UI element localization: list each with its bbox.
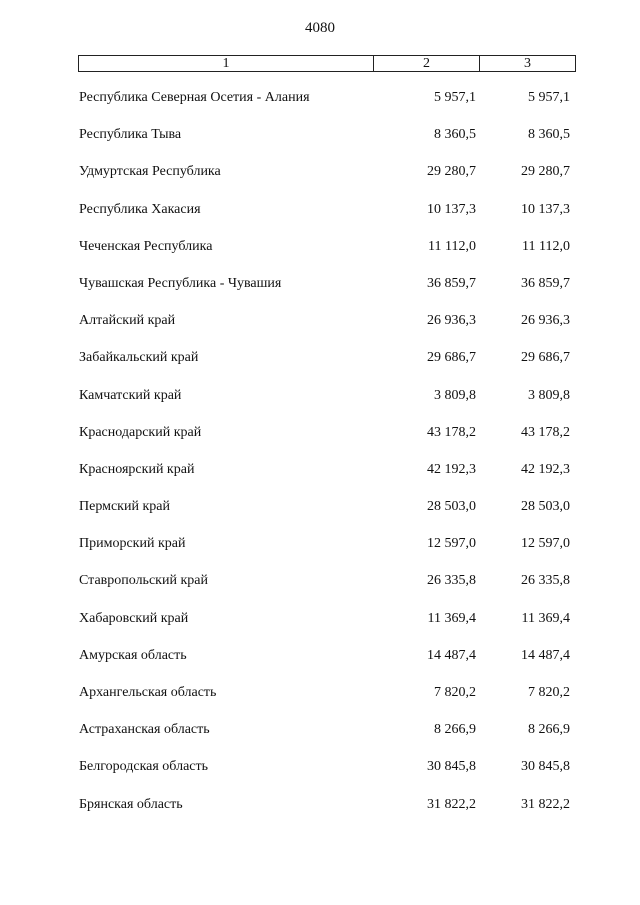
region-name: Красноярский край <box>79 461 195 477</box>
value-column-2: 36 859,7 <box>427 275 476 291</box>
value-column-2: 29 686,7 <box>427 350 476 366</box>
value-column-2: 26 936,3 <box>427 313 476 329</box>
region-name: Брянская область <box>79 796 183 812</box>
table-row <box>0 793 640 830</box>
table-row <box>0 198 640 235</box>
table-row <box>0 755 640 792</box>
region-name: Республика Тыва <box>79 127 182 143</box>
value-column-3: 30 845,8 <box>521 759 570 775</box>
table-row <box>0 346 640 383</box>
value-column-3: 11 369,4 <box>521 610 570 626</box>
region-name: Белгородская область <box>79 759 209 775</box>
table-row <box>0 569 640 606</box>
value-column-3: 36 859,7 <box>521 275 570 291</box>
value-column-2: 28 503,0 <box>427 499 476 515</box>
value-column-2: 5 957,1 <box>434 90 476 105</box>
table-row <box>0 160 640 197</box>
table-row <box>0 532 640 569</box>
value-column-3: 28 503,0 <box>521 499 570 515</box>
region-name: Пермский край <box>79 499 170 515</box>
table-header <box>78 55 576 72</box>
value-column-3: 29 686,7 <box>521 350 570 366</box>
value-column-3: 8 360,5 <box>528 127 570 143</box>
value-column-2: 10 137,3 <box>427 201 476 217</box>
value-column-3: 12 597,0 <box>521 536 570 552</box>
region-name: Камчатский край <box>79 387 182 403</box>
page-number: 4080 <box>305 20 335 36</box>
table-row <box>0 384 640 421</box>
value-column-2: 8 360,5 <box>434 127 476 143</box>
value-column-3: 31 822,2 <box>521 796 570 812</box>
value-column-3: 11 112,0 <box>522 238 570 254</box>
value-column-3: 43 178,2 <box>521 424 570 440</box>
value-column-2: 3 809,8 <box>434 387 476 403</box>
value-column-2: 8 266,9 <box>434 722 476 738</box>
region-name: Республика Хакасия <box>79 201 201 217</box>
table-row <box>0 86 640 123</box>
value-column-3: 29 280,7 <box>521 164 570 180</box>
value-column-3: 5 957,1 <box>528 90 570 105</box>
value-column-2: 31 822,2 <box>427 796 476 812</box>
header-column-2: 2 <box>374 56 480 71</box>
region-name: Амурская область <box>79 647 187 663</box>
table-body <box>0 86 640 830</box>
table-row <box>0 495 640 532</box>
table-row <box>0 235 640 272</box>
region-name: Архангельская область <box>79 685 217 700</box>
region-name: Республика Северная Осетия - Алания <box>79 90 310 105</box>
region-name: Забайкальский край <box>79 350 199 366</box>
value-column-2: 43 178,2 <box>427 424 476 440</box>
region-name: Чувашская Республика - Чувашия <box>79 275 282 291</box>
value-column-3: 42 192,3 <box>521 461 570 477</box>
value-column-2: 26 335,8 <box>427 573 476 589</box>
region-name: Удмуртская Республика <box>79 164 221 180</box>
table-row <box>0 123 640 160</box>
region-name: Хабаровский край <box>79 610 189 626</box>
region-name: Астраханская область <box>79 722 210 738</box>
region-name: Алтайский край <box>79 313 176 329</box>
value-column-2: 11 112,0 <box>428 238 476 254</box>
value-column-2: 29 280,7 <box>427 164 476 180</box>
region-name: Ставропольский край <box>79 573 208 589</box>
value-column-3: 3 809,8 <box>528 387 570 403</box>
value-column-3: 7 820,2 <box>528 685 570 700</box>
table-row <box>0 644 640 681</box>
table-row <box>0 718 640 755</box>
table-row <box>0 681 640 718</box>
table-row <box>0 607 640 644</box>
table-row <box>0 272 640 309</box>
value-column-2: 11 369,4 <box>427 610 476 626</box>
region-name: Чеченская Республика <box>79 238 213 254</box>
value-column-2: 14 487,4 <box>427 647 476 663</box>
value-column-2: 12 597,0 <box>427 536 476 552</box>
value-column-2: 30 845,8 <box>427 759 476 775</box>
region-name: Краснодарский край <box>79 424 202 440</box>
region-name: Приморский край <box>79 536 186 552</box>
table-row <box>0 458 640 495</box>
value-column-2: 42 192,3 <box>427 461 476 477</box>
value-column-3: 8 266,9 <box>528 722 570 738</box>
table-row <box>0 309 640 346</box>
header-column-3: 3 <box>524 56 531 71</box>
value-column-2: 7 820,2 <box>434 685 476 700</box>
value-column-3: 26 936,3 <box>521 313 570 329</box>
table-row <box>0 421 640 458</box>
value-column-3: 10 137,3 <box>521 201 570 217</box>
value-column-3: 26 335,8 <box>521 573 570 589</box>
value-column-3: 14 487,4 <box>521 647 570 663</box>
header-column-1: 1 <box>79 56 374 71</box>
